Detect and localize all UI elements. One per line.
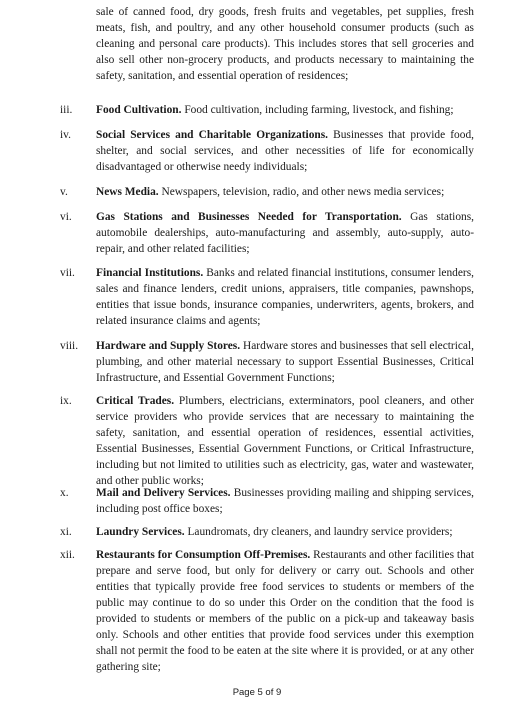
item-body [96, 265, 474, 329]
item-body [96, 127, 474, 175]
item-title: Mail and Delivery Services. [96, 487, 231, 499]
item-number: iv. [60, 129, 71, 141]
item-number: x. [60, 487, 69, 499]
item-title: Critical Trades. [96, 395, 175, 407]
item-body [96, 393, 474, 489]
item-body [96, 338, 474, 386]
item-body [96, 184, 474, 200]
item-text: Hardware stores and businesses that sell electrical, plumbing, and other material necessary to support Essential Businesses, Critical Infrastructure, and Essential Government Functions; [96, 340, 474, 384]
item-number: vi. [60, 211, 72, 223]
item-text: Businesses that provide food, shelter, and social services, and other necessities of life for economically disadvantaged or otherwise needy individuals; [96, 129, 474, 173]
item-text: Food cultivation, including farming, livestock, and fishing; [184, 104, 454, 116]
item-number: ix. [60, 395, 72, 407]
item-body [96, 209, 474, 257]
item-text: Banks and related financial institutions, consumer lenders, sales and finance lenders, credit unions, appraisers, title companies, pawnshops, entities that issue bonds, insurance companies, underwriters, agents, brokers, and related insurance claims and agents; [96, 267, 474, 327]
item-title: Hardware and Supply Stores. [96, 340, 241, 352]
item-number: v. [60, 186, 68, 198]
item-body [96, 547, 474, 675]
item-text: Laundromats, dry cleaners, and laundry service providers; [187, 526, 453, 538]
item-title: Gas Stations and Businesses Needed for Transportation. [96, 211, 402, 223]
item-text: Businesses providing mailing and shipping services, including post office boxes; [96, 487, 474, 515]
item-text: Newspapers, television, radio, and other news media services; [161, 186, 445, 198]
item-title: Laundry Services. [96, 526, 185, 538]
item-title: Social Services and Charitable Organizations. [96, 129, 329, 141]
continuation-paragraph: sale of canned food, dry goods, fresh fruits and vegetables, pet supplies, fresh meats, fish, and poultry, and any other household consumer products (such as cleaning and personal care products). This includes stores that sell groceries and also sell other non-grocery products, and products necessary to maintaining the safety, sanitation, and essential operation of residences; [96, 6, 474, 82]
item-text: Plumbers, electricians, exterminators, pool cleaners, and other service providers who provide services that are necessary to maintaining the safety, sanitation, and essential operation of residences, essential activities, Essential Businesses, Essential Government Functions, or Critical Infrastructure, including but not limited to utilities such as electricity, gas, water and wastewater, and other public works; [96, 395, 474, 487]
page-number-footer: Page 5 of 9 [232, 687, 282, 698]
item-title: Restaurants for Consumption Off-Premises. [96, 549, 311, 561]
item-title: Food Cultivation. [96, 104, 182, 116]
item-body [96, 524, 474, 540]
item-title: News Media. [96, 186, 159, 198]
item-title: Financial Institutions. [96, 267, 204, 279]
item-number: xi. [60, 526, 72, 538]
item-text: Restaurants and other facilities that prepare and serve food, but only for delivery or carry out. Schools and other entities that typically provide free food services to students or members of the public may continue to do so under this Order on the condition that the food is provided to students or members of the public on a pick-up and takeaway basis only. Schools and other entities that provide food services under this exemption shall not permit the food to be eaten at the site where it is provided, or at any other gathering site; [96, 549, 475, 673]
item-number: iii. [60, 104, 73, 116]
item-text: Gas stations, automobile dealerships, auto-manufacturing and assembly, auto-supply, auto-repair, and other related facilities; [96, 211, 474, 255]
item-number: viii. [60, 340, 79, 352]
item-number: vii. [60, 267, 75, 279]
item-body [96, 485, 474, 517]
item-number: xii. [60, 549, 75, 561]
item-body [96, 102, 474, 118]
